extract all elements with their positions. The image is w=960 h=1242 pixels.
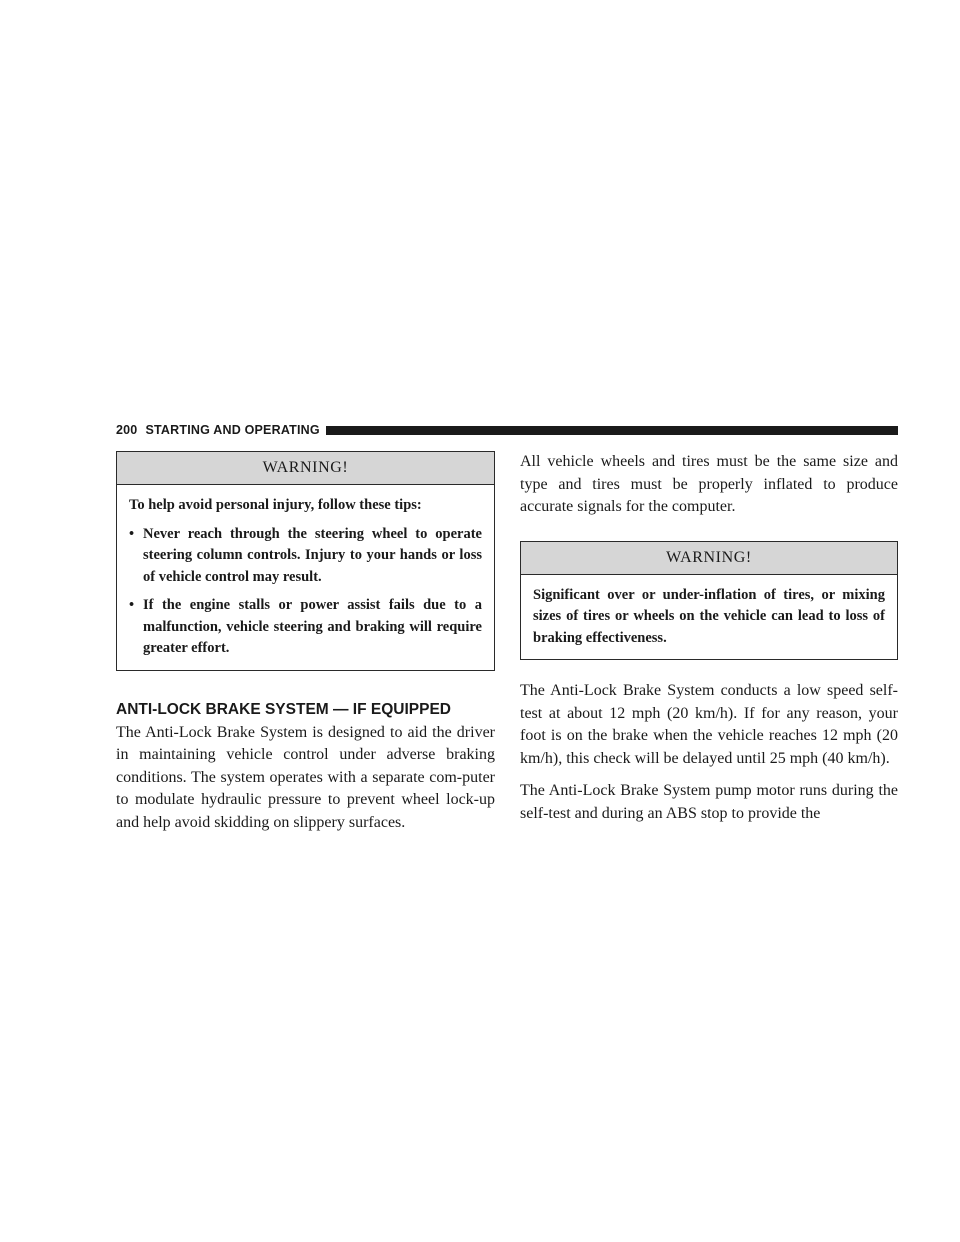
header-rule <box>326 426 898 435</box>
section-title: STARTING AND OPERATING <box>145 423 320 437</box>
body-paragraph: The Anti-Lock Brake System conducts a low speed self-test at about 12 mph (20 km/h). If for any reason, your foot is on the brake when the vehicle reaches 12 mph (20 km/h), this check will be delayed until 25 mph (40 km/h). <box>520 682 898 767</box>
body-paragraph: All vehicle wheels and tires must be the same size and type and tires must be properly inflated to produce accurate signals for the computer. <box>520 453 898 515</box>
running-header <box>116 422 898 438</box>
warning-bullet-text: Never reach through the steering wheel to operate steering column controls. Injury to your hands or loss of vehicle control may result. <box>143 525 482 585</box>
warning-bullet-text: If the engine stalls or power assist fails due to a malfunction, vehicle steering and braking will require greater effort. <box>143 597 482 656</box>
warning-text: Significant over or under-inflation of tires, or mixing sizes of tires or wheels on the vehicle can lead to loss of braking effectiveness. <box>533 586 885 646</box>
warning-bullet-list <box>129 524 482 660</box>
warning-body <box>521 575 897 660</box>
bullet-icon: • <box>129 525 135 542</box>
warning-box-steering <box>116 451 495 671</box>
warning-title: WARNING! <box>117 452 494 485</box>
body-paragraph: The Anti-Lock Brake System is designed to aid the driver in maintaining vehicle control under adverse braking conditions. The system operates with a separate com-puter to modulate hydraulic pressure to prevent wheel lock-up and help avoid skidding on slippery surfaces. <box>116 723 495 831</box>
warning-bullet-item <box>129 595 482 660</box>
warning-body <box>117 485 494 670</box>
page-number: 200 <box>116 423 138 437</box>
warning-title: WARNING! <box>521 542 897 575</box>
warning-intro: To help avoid personal injury, follow these tips: <box>129 497 422 513</box>
warning-bullet-item <box>129 524 482 589</box>
body-paragraph: The Anti-Lock Brake System pump motor runs during the self-test and during an ABS stop to provide the <box>520 782 898 822</box>
right-column <box>520 451 898 835</box>
warning-box-tires <box>520 541 898 661</box>
bullet-icon: • <box>129 597 135 613</box>
left-column <box>116 451 495 834</box>
section-heading: ANTI-LOCK BRAKE SYSTEM — IF EQUIPPED <box>116 700 451 718</box>
